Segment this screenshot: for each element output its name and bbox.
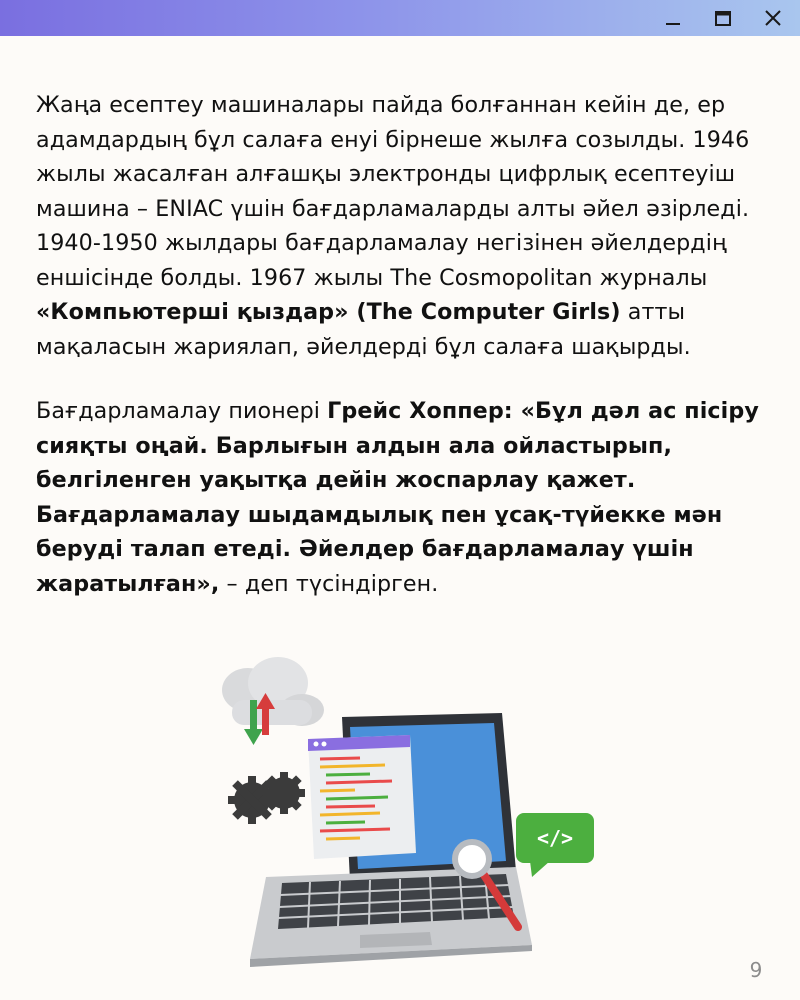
window-titlebar [0,0,800,36]
maximize-button[interactable] [700,0,746,36]
close-icon [763,8,783,28]
bold-magazine-title: «Компьютерші қыздар» (The Computer Girls) [36,299,621,325]
minimize-icon [663,8,683,28]
paragraph-text: Жаңа есептеу машиналары пайда болғаннан кейін де, ер адамдардың бұл салаға енуі бірнеше жылға созылды. 1946 жылы жасалған алғашқы электронды цифрлық есептеуіш машина – ENIAC үшін бағдарламаларды алты әйел әзірледі. 1940-1950 жылдары бағдарламалау негізінен әйелдердің еншісінде болды. 1967 жылы The Cosmopolitan журналы [36,92,750,291]
code-window [308,735,416,859]
minimize-button[interactable] [650,0,696,36]
code-chat-symbol: </> [536,826,574,850]
article-body [36,88,766,601]
paragraph-text: – деп түсіндірген. [219,570,439,597]
paragraph-text: Бағдарламалау пионері [36,398,328,424]
maximize-icon [713,8,733,28]
code-chat-icon [516,813,594,877]
paragraph-history [36,88,766,364]
cloud-icon [222,657,324,745]
paragraph-text: атты мақаласын жариялап, әйелдерді бұл салаға шақырды. [36,299,691,360]
bold-hopper-quote: Грейс Хоппер: «Бұл дәл ас пісіру сияқты оңай. Барлығын алдын ала ойластырып, белгіленген уақытқа дейін жоспарлау қажет. Бағдарламалау шыдамдылық пен ұсақ-түйекке мән беруді талап етеді. Әйелдер бағдарламалау үшін жаратылған», [36,398,759,597]
page-number: 9 [749,958,763,982]
gear-icon [228,772,305,824]
paragraph-quote [36,394,766,601]
laptop-illustration [210,655,610,975]
close-button[interactable] [750,0,796,36]
